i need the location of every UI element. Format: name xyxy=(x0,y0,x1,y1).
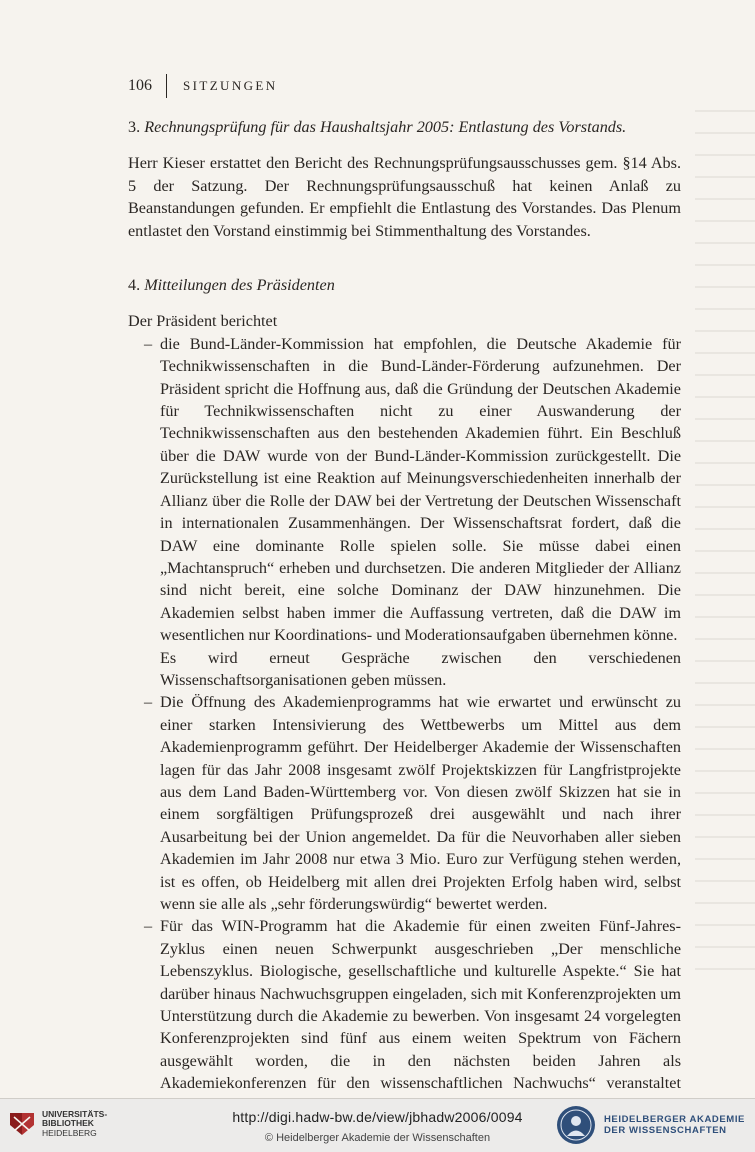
bleed-through-shadow xyxy=(695,110,755,990)
header-divider xyxy=(166,74,167,98)
list-item xyxy=(128,333,681,647)
section-4-title: Mitteilungen des Präsidenten xyxy=(144,276,335,295)
section-3-heading xyxy=(128,116,681,138)
list-dash: – xyxy=(144,334,153,353)
section-3-title: Rechnungsprüfung für das Haushaltsjahr 2005: Entlastung des Vorstands. xyxy=(144,118,627,136)
page-body xyxy=(128,116,681,1117)
page-number: 106 xyxy=(128,77,152,94)
running-header xyxy=(128,74,278,98)
digitization-footer xyxy=(0,1098,755,1152)
academy-name: HEIDELBERGER AKADEMIE DER WISSENSCHAFTEN xyxy=(603,1114,745,1136)
list-item-text: Für das WIN-Programm hat die Akademie für einen zweiten Fünf-Jahres-Zyklus einen neuen Schwerpunkt ausgeschrieben „Der menschliche Lebenszyklus. Biologische, gesellschaftliche und kulturelle Aspekte.“ Sie hat darüber hinaus Nachwuchsgruppen eingeladen, sich mit Konferenzprojekten um Unterstützung durch die Akademie zu bewerben. Von insgesamt 24 vorgelegten Konferenzprojekten sind fünf aus einem weiten Spektrum von Fächern ausgewählt worden, die in den nächsten beiden Jahren als Akademiekonferenzen für den wissenschaftlichen Nachwuchs“ veranstaltet xyxy=(160,917,681,1093)
list-dash: – xyxy=(144,917,153,936)
section-4-intro: Der Präsident berichtet xyxy=(128,312,278,331)
list-item-continuation: Es wird erneut Gespräche zwischen den verschiedenen Wissenschaftsorganisationen geben müssen. xyxy=(160,648,681,689)
section-4-number: 4. xyxy=(128,276,141,295)
list-dash: – xyxy=(144,693,153,712)
list-item xyxy=(128,915,681,1117)
running-title: SITZUNGEN xyxy=(183,78,278,93)
list-item-text: Die Öffnung des Akademienprogramms hat wie erwartet und erwünscht zu einer starken Intensivierung des Wettbewerbs um Mittel aus dem Akademienprogramm geführt. Der Heidelberger Akademie der Wissenschaften lagen für das Jahr 2008 insgesamt zwölf Projektskizzen für Langfristprojekte aus dem Land Baden-Württemberg vor. Von diesen zwölf Skizzen hat sie in einem sorgfältigen Prüfungsprozeß drei ausgewählt und nach ihrer Ausarbeitung bei der Union angemeldet. Da für die Neuvorhaben aller sieben Akademien im Jahr 2008 nur etwa 3 Mio. Euro zur Verfügung stehen werden, ist es offen, ob Heidelberg mit allen drei Projekten Erfolg haben wird, selbst wenn sie alle als „sehr förderungswürdig“ bewertet werden. xyxy=(160,693,681,913)
report-list xyxy=(128,333,681,1117)
copyright-notice: © Heidelberger Akademie der Wissenschaften xyxy=(264,1132,491,1144)
section-3-number: 3. xyxy=(128,118,141,136)
list-item-text: die Bund-Länder-Kommission hat empfohlen, die Deutsche Akademie für Technikwissenschaften in die Bund-Länder-Förderung aufzunehmen. Der Präsident spricht die Hoffnung aus, daß die Gründung der Deutschen Akademie für Technikwissenschaften nicht zu einer Auswanderung der Technikwissenschaften aus den bestehenden Akademien führt. Ein Beschluß über die DAW wurde von der Bund-Länder-Kommission zurückgestellt. Die Zurückstellung ist eine Reaktion auf Meinungsverschiedenheiten innerhalb der Allianz über die Rolle der DAW bei der Vertretung der Deutschen Wissenschaft in internationalen Zusammenhängen. Der Wissenschaftsrat fordert, daß die DAW eine dominante Rolle spielen solle. Sie müsse dabei einen „Machtanspruch“ erheben und durchsetzen. Die anderen Mitglieder der Allianz sind nicht bereit, eine solche Dominanz der DAW hinzunehmen. Die Akademien selbst haben immer die Auffassung vertreten, daß die DAW im wesentlichen nur Koordinations- und Moderationsaufgaben übernehmen könne. xyxy=(160,334,681,645)
academy-logo[interactable] xyxy=(556,1105,745,1145)
permalink-url[interactable]: http://digi.hadw-bw.de/view/jbhadw2006/0094 xyxy=(232,1109,523,1125)
section-3-paragraph: Herr Kieser erstattet den Bericht des Rechnungsprüfungsausschusses gem. §14 Abs. 5 der Satzung. Der Rechnungsprüfungsausschuß hat keinen Anlaß zu Beanstandungen gefunden. Er empfiehlt die Entlastung des Vorstandes. Das Plenum entlastet den Vorstand einstimmig bei Stimmenthaltung des Vorstandes. xyxy=(128,154,681,240)
list-item xyxy=(128,691,681,915)
university-library-name: UNIVERSITÄTS- BIBLIOTHEK HEIDELBERG xyxy=(42,1108,108,1138)
academy-seal-icon xyxy=(556,1105,596,1145)
section-4-heading xyxy=(128,274,681,296)
